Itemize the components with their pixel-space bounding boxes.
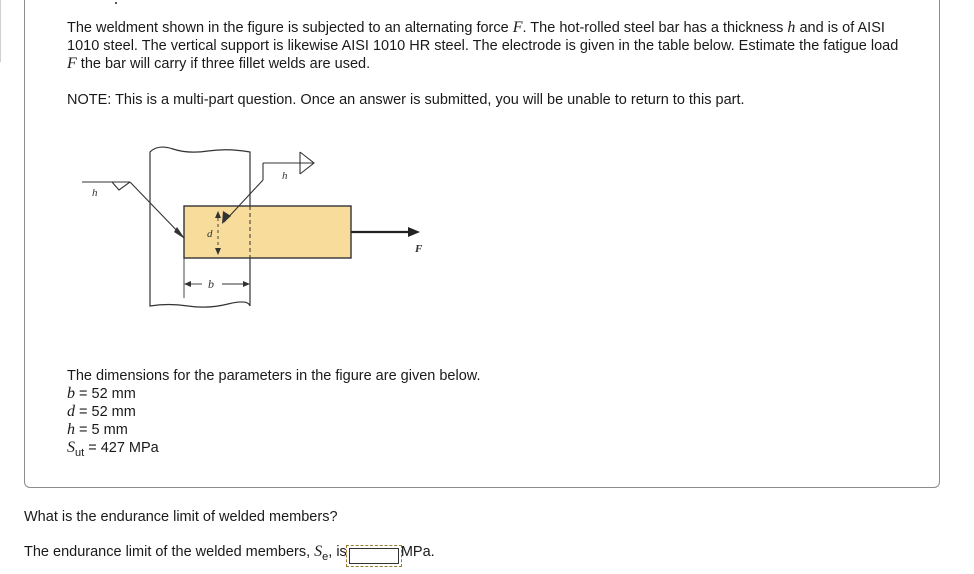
dimension-b [67, 385, 480, 403]
arrowhead [243, 281, 250, 287]
sub-ut: ut [75, 446, 85, 459]
answer-row [24, 543, 435, 566]
label-h-left: h [92, 187, 98, 199]
force-variable: F [512, 19, 523, 36]
answer-unit: MPa. [400, 544, 435, 560]
var-h: h [67, 421, 75, 438]
var-se: S [314, 543, 323, 560]
dimensions-block [67, 367, 480, 462]
label-F: F [415, 243, 423, 255]
dimension-d [67, 403, 480, 421]
decorative-dot [115, 2, 117, 4]
value-d: = 52 mm [75, 404, 136, 420]
var-d: d [67, 403, 75, 420]
answer-mid: , is [328, 544, 347, 560]
left-edge-line [0, 0, 1, 62]
label-b: b [208, 277, 214, 291]
multi-part-note: NOTE: This is a multi-part question. Once an answer is submitted, you will be unable to return to this part. [67, 92, 745, 108]
label-d: d [207, 228, 213, 240]
endurance-limit-input[interactable] [349, 548, 399, 564]
value-b: = 52 mm [75, 386, 136, 402]
dimension-h [67, 421, 480, 439]
dimension-sut [67, 439, 480, 462]
question-text: What is the endurance limit of welded members? [24, 509, 338, 525]
weldment-figure [78, 138, 438, 313]
problem-text: the bar will carry if three fillet welds are used. [76, 56, 371, 72]
force-arrowhead [408, 227, 420, 237]
thickness-variable: h [787, 19, 796, 36]
answer-prefix: The endurance limit of the welded members, [24, 544, 315, 560]
problem-text: and is of AISI 1010 steel. The vertical support is likewise AISI 1010 HR steel. The electrode is given in the table below. Estimate the fatigue load [67, 20, 899, 54]
problem-statement [67, 19, 912, 73]
value-sut: = 427 MPa [84, 440, 159, 456]
var-s: S [67, 439, 75, 456]
dimensions-intro: The dimensions for the parameters in the figure are given below. [67, 368, 481, 384]
value-h: = 5 mm [75, 422, 128, 438]
weld-triangle-left [112, 182, 130, 190]
arrowhead [184, 281, 191, 287]
label-h-top: h [282, 170, 288, 182]
problem-text: . The hot-rolled steel bar has a thickness [522, 20, 788, 36]
sub-e: e [322, 550, 329, 563]
var-b: b [67, 385, 75, 402]
problem-text: The weldment shown in the figure is subjected to an alternating force [67, 20, 513, 36]
force-variable: F [67, 55, 77, 72]
